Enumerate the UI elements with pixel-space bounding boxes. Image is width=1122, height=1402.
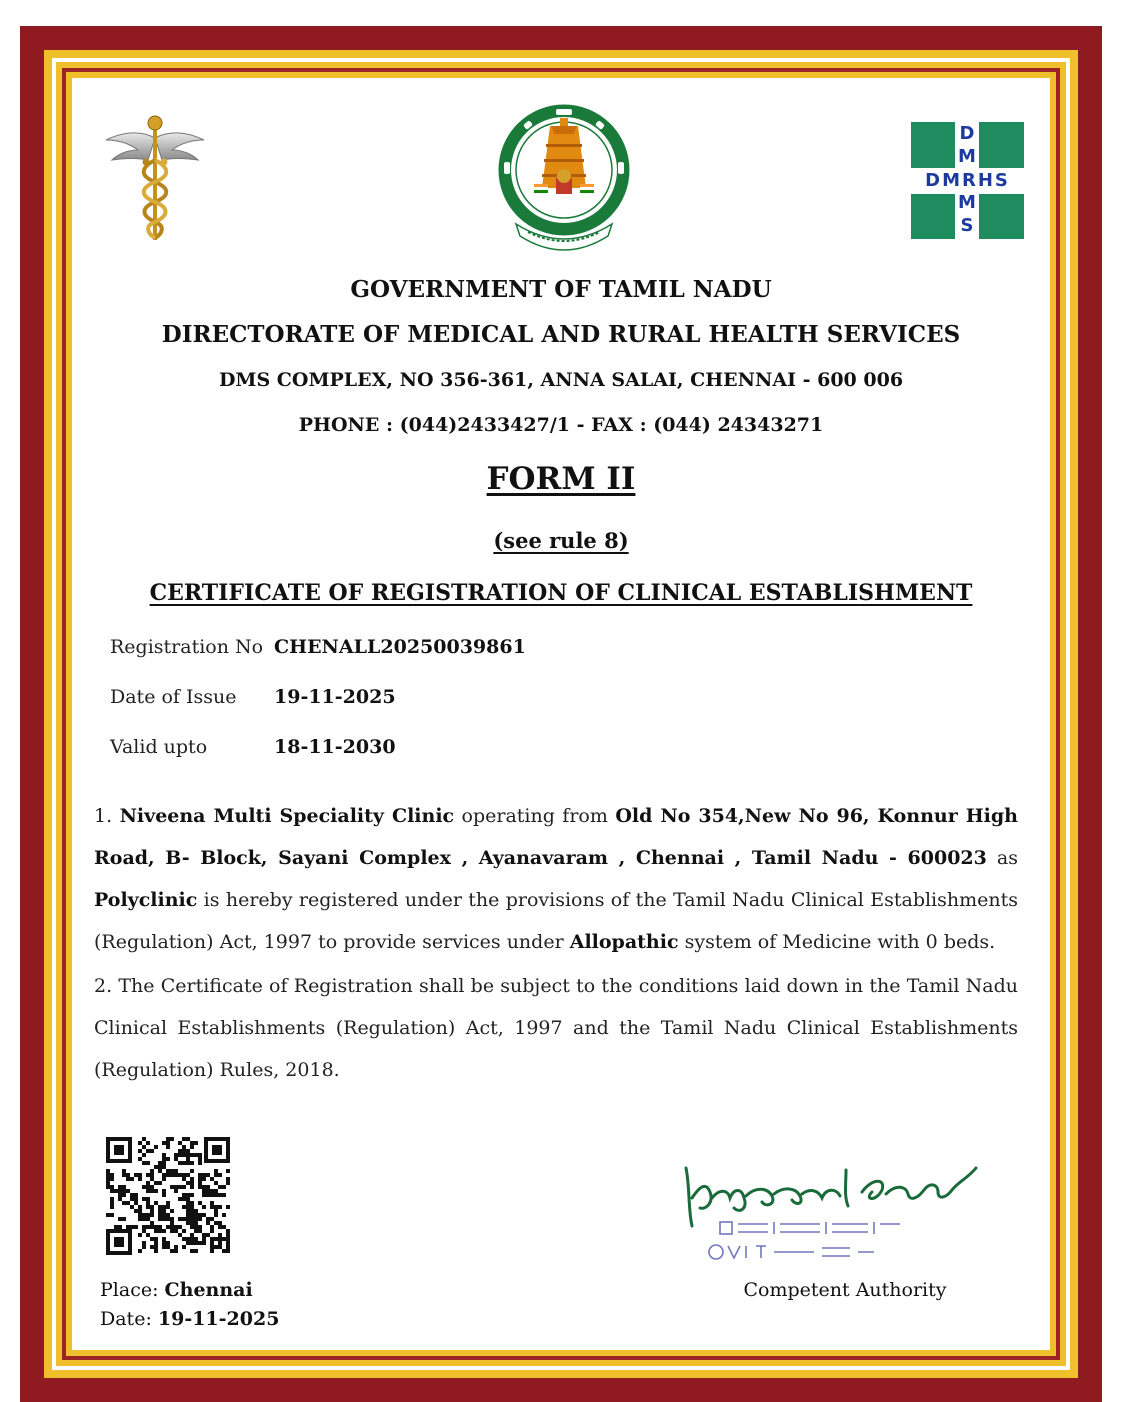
date-of-issue-value: 19-11-2025: [274, 686, 396, 708]
logo-letter: M: [958, 192, 976, 213]
beds-text: system of Medicine with 0 beds.: [684, 931, 996, 953]
establishment-type: Polyclinic: [94, 889, 198, 911]
dmrhs-logo: [911, 122, 1024, 239]
logo-letter: D: [959, 123, 975, 144]
certificate-title: CERTIFICATE OF REGISTRATION OF CLINICAL ESTABLISHMENT: [149, 580, 973, 606]
valid-upto-value: 18-11-2030: [274, 736, 396, 758]
place-line: [100, 1279, 253, 1301]
registration-no-value: CHENALL20250039861: [274, 636, 526, 658]
tamil-nadu-emblem-icon: [494, 104, 634, 252]
registration-no-label: Registration No: [110, 636, 264, 658]
government-title: GOVERNMENT OF TAMIL NADU: [350, 276, 772, 303]
logo-letter: M: [958, 146, 976, 167]
conditions-paragraph: 2. The Certificate of Registration shall be subject to the conditions laid down in the Tamil Nadu Clinical Establishments (Regulation) Act, 1997 and the Tamil Nadu Clinical Establishments (Regulation) Rules, 2018.: [94, 975, 1018, 1081]
place-value: Chennai: [164, 1279, 253, 1301]
rule-reference: (see rule 8): [493, 528, 629, 553]
date-of-issue-label: Date of Issue: [110, 686, 237, 708]
directorate-title: DIRECTORATE OF MEDICAL AND RURAL HEALTH SERVICES: [161, 321, 961, 348]
place-label: Place:: [100, 1279, 159, 1301]
medicine-system: Allopathic: [569, 931, 679, 953]
operating-text: operating from: [461, 805, 608, 827]
signature-stamp-icon: [676, 1148, 986, 1268]
establishment-address: Old No 354,New No 96, Konnur High Road, B- Block, Sayani Complex , Ayanavaram , Chennai , Tamil Nadu - 600023: [94, 805, 1018, 869]
registration-paragraph: [94, 795, 1018, 963]
paragraph-number: 1.: [94, 805, 113, 827]
form-title: FORM II: [486, 461, 636, 497]
date-line: [100, 1308, 279, 1330]
office-address: DMS COMPLEX, NO 356-361, ANNA SALAI, CHENNAI - 600 006: [218, 369, 904, 391]
registered-text: is hereby registered under the provisions of the Tamil Nadu Clinical Establishments (Regulation) Act, 1997 to provide services under: [94, 889, 1018, 953]
caduceus-icon: [100, 110, 210, 245]
date-value: 19-11-2025: [157, 1308, 280, 1330]
establishment-name: Niveena Multi Speciality Clinic: [119, 805, 455, 827]
qr-code-icon: [106, 1137, 230, 1255]
logo-letter: S: [960, 215, 974, 236]
valid-upto-label: Valid upto: [110, 736, 208, 758]
competent-authority: Competent Authority: [743, 1279, 947, 1301]
logo-horizontal-text: DMRHS: [925, 170, 1010, 191]
date-label: Date:: [100, 1308, 152, 1330]
as-text: as: [996, 847, 1018, 869]
office-phone: PHONE : (044)2433427/1 - FAX : (044) 24343271: [298, 414, 824, 436]
